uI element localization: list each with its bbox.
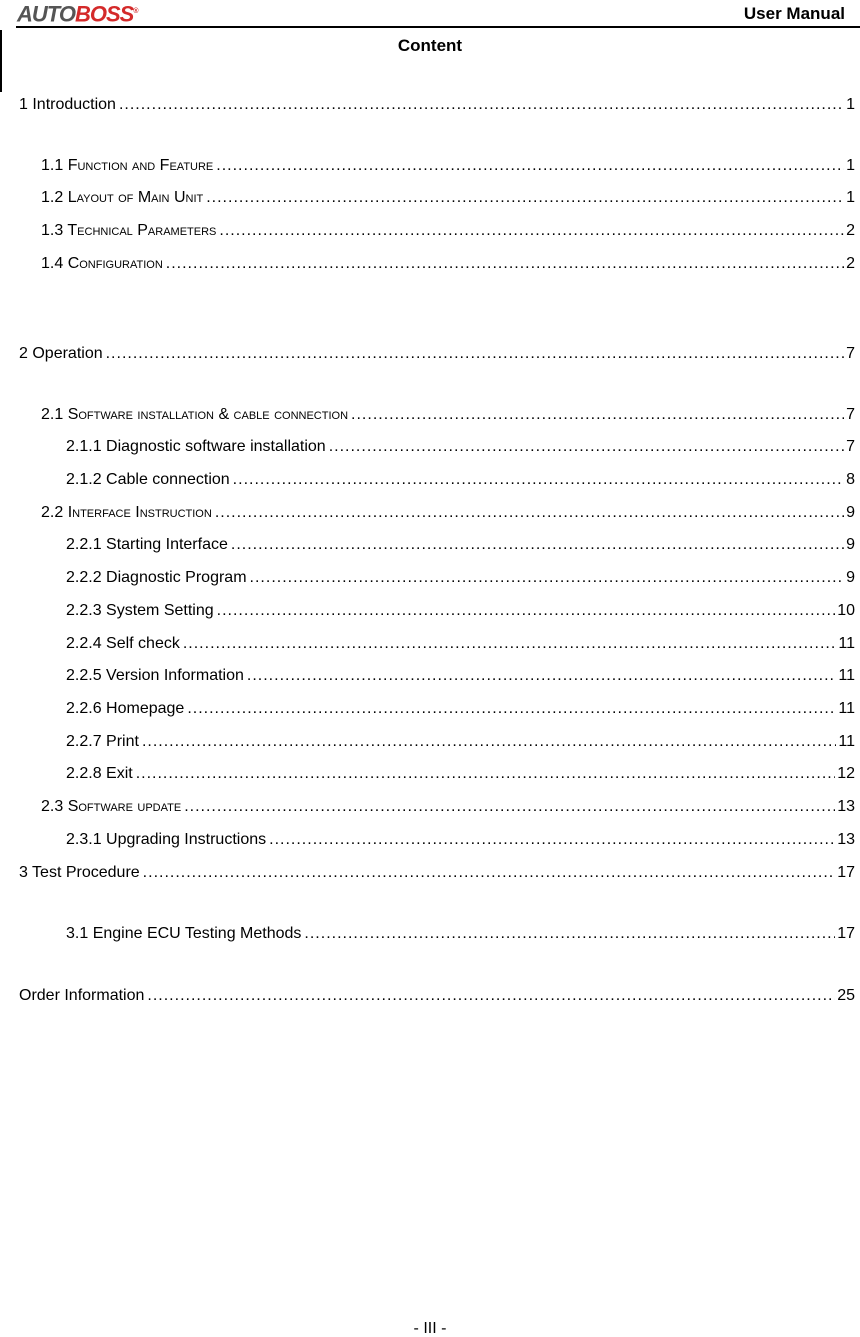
toc-entry[interactable] (19, 255, 855, 288)
toc-entry[interactable] (19, 925, 855, 958)
toc-entry[interactable] (19, 406, 855, 439)
dot-leader (351, 406, 844, 424)
logo-registered-mark: ® (133, 8, 138, 15)
toc-entry-page: 11 (838, 699, 855, 717)
dot-leader (106, 345, 844, 363)
toc-entry[interactable] (19, 667, 855, 700)
toc-entry-page: 11 (838, 667, 855, 685)
toc-entry-page: 1 (846, 96, 855, 113)
dot-leader (143, 864, 836, 882)
toc-entry-page: 7 (846, 438, 855, 456)
toc-entry-title: 2 Operation (19, 345, 103, 362)
toc-entry[interactable] (19, 189, 855, 222)
toc-entry-title: Order Information (19, 987, 145, 1004)
toc-entry-title: 2.1.1 Diagnostic software installation (66, 438, 326, 456)
logo-text-boss: BOSS (74, 1, 134, 27)
toc-section (19, 987, 855, 1048)
toc-entry[interactable] (19, 635, 855, 668)
toc-entry-title: 1.2 Layout of Main Unit (41, 189, 204, 207)
dot-leader (119, 96, 844, 114)
dot-leader (184, 798, 835, 816)
toc-entry[interactable] (19, 602, 855, 635)
toc-entry-page: 9 (846, 569, 855, 587)
toc-entry[interactable] (19, 504, 855, 537)
toc-entry[interactable] (19, 96, 855, 129)
toc-entry-page: 7 (846, 405, 855, 423)
logo-text-auto: AUTO (17, 1, 75, 27)
toc-entry[interactable] (19, 471, 855, 504)
toc-entry-page: 10 (837, 601, 855, 619)
toc-entry-title: 2.2.8 Exit (66, 765, 133, 783)
toc-entry-page: 17 (837, 924, 855, 942)
dot-leader (233, 471, 844, 489)
content-title: Content (397, 36, 463, 55)
toc-entry-title: 2.2.5 Version Information (66, 667, 244, 685)
toc-entry-title: 1.4 Configuration (41, 254, 163, 272)
toc-entry[interactable] (19, 831, 855, 864)
dot-leader (216, 157, 844, 175)
toc-entry-page: 13 (837, 830, 855, 848)
toc-entry-title: 2.3.1 Upgrading Instructions (66, 830, 267, 848)
dot-leader (187, 700, 836, 718)
toc-entry[interactable] (19, 536, 855, 569)
dot-leader (206, 189, 844, 207)
toc-entry-page: 1 (846, 156, 855, 174)
toc-entry-title: 3 Test Procedure (19, 864, 140, 881)
toc-entry-page: 9 (846, 503, 855, 521)
dot-leader (215, 504, 844, 522)
toc-section (19, 96, 855, 287)
toc-entry-title: 1.1 Function and Feature (41, 156, 214, 174)
header-divider (16, 26, 860, 28)
toc-section (19, 864, 855, 957)
dot-leader (142, 733, 836, 751)
toc-entry-page: 8 (846, 471, 855, 489)
toc-entry-page: 7 (846, 345, 855, 362)
toc-entry-page: 9 (846, 536, 855, 554)
toc-entry-title: 3.1 Engine ECU Testing Methods (66, 924, 302, 942)
toc-entry[interactable] (19, 765, 855, 798)
toc-entry-page: 12 (837, 765, 855, 783)
toc-entry-title: 1.3 Technical Parameters (41, 222, 217, 240)
dot-leader (183, 635, 837, 653)
toc-entry-title: 2.2.3 System Setting (66, 601, 214, 619)
dot-leader (217, 602, 836, 620)
autoboss-logo (17, 0, 137, 26)
toc-entry-page: 2 (846, 222, 855, 240)
toc-entry[interactable] (19, 700, 855, 733)
toc-entry-page: 17 (837, 864, 855, 881)
toc-entry-page: 1 (846, 189, 855, 207)
dot-leader (147, 987, 835, 1005)
toc-entry-title: 2.2.7 Print (66, 732, 139, 750)
toc-entry[interactable] (19, 733, 855, 766)
toc-entry-title: 2.2.2 Diagnostic Program (66, 569, 247, 587)
toc-entry-page: 13 (837, 797, 855, 815)
toc-entry[interactable] (19, 222, 855, 255)
toc-entry[interactable] (19, 798, 855, 831)
page-number: - III - (413, 1320, 447, 1337)
dot-leader (166, 255, 844, 273)
dot-leader (136, 765, 836, 783)
toc-entry[interactable] (19, 157, 855, 190)
dot-leader (231, 536, 844, 554)
toc-entry-page: 11 (838, 634, 855, 652)
toc-entry[interactable] (19, 569, 855, 602)
toc-entry-title: 2.1.2 Cable connection (66, 471, 230, 489)
toc-entry-title: 2.2.4 Self check (66, 634, 180, 652)
toc-entry-page: 25 (837, 987, 855, 1004)
dot-leader (219, 222, 844, 240)
toc-entry-title: 2.3 Software update (41, 797, 182, 815)
toc-section (19, 345, 855, 863)
toc-entry-title: 2.2.6 Homepage (66, 699, 185, 717)
dot-leader (247, 667, 837, 685)
toc-entry-title: 2.1 Software installation & cable connection (41, 405, 349, 423)
dot-leader (304, 925, 835, 943)
toc-entry-title: 2.2 Interface Instruction (41, 503, 212, 521)
toc-entry[interactable] (19, 438, 855, 471)
toc-entry-page: 11 (838, 732, 855, 750)
header-title: User Manual (743, 4, 845, 23)
toc-entry[interactable] (19, 987, 855, 1020)
toc-entry-title: 2.2.1 Starting Interface (66, 536, 228, 554)
toc-entry-page: 2 (846, 254, 855, 272)
toc-entry-title: 1 Introduction (19, 96, 116, 113)
dot-leader (329, 438, 844, 456)
dot-leader (269, 831, 835, 849)
toc-entry[interactable] (19, 345, 855, 378)
dot-leader (250, 569, 845, 587)
toc-entry[interactable] (19, 864, 855, 897)
